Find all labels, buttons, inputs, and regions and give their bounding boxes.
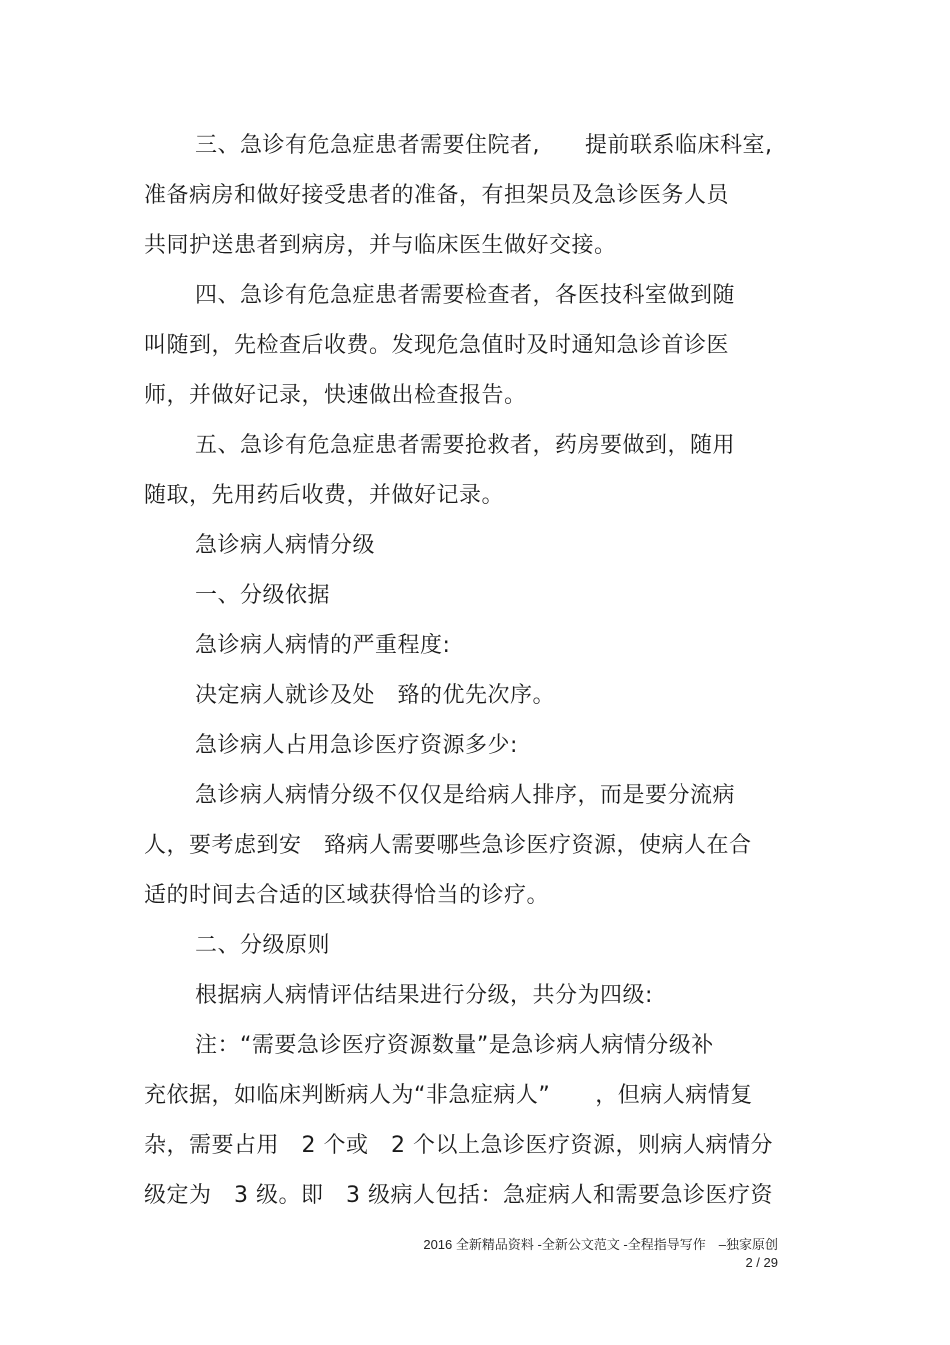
section-heading: 急诊病人病情分级 — [195, 533, 376, 558]
body-text-line: 四、急诊有危急症患者需要检查者，各医技科室做到随 — [195, 283, 736, 308]
body-text-line: 急诊病人占用急诊医疗资源多少: — [195, 733, 518, 758]
subsection-heading: 一、分级依据 — [195, 583, 331, 608]
footer-caption: 2016 全新精品资料 -全新公文范文 -全程指导写作 –独家原创 — [423, 1237, 778, 1252]
body-text-line: 三、急诊有危急症患者需要住院者, 提前联系临床科室, — [195, 133, 773, 158]
body-text-line: 适的时间去合适的区域获得恰当的诊疗。 — [144, 883, 550, 908]
body-text-line: 级定为 3 级。即 3 级病人包括：急症病人和需要急诊医疗资 — [144, 1183, 773, 1208]
page-number: 2 / 29 — [745, 1255, 778, 1270]
body-text-line: 共同护送患者到病房，并与临床医生做好交接。 — [144, 233, 617, 258]
subsection-heading: 二、分级原则 — [195, 933, 331, 958]
body-text-line: 充依据，如临床判断病人为“非急症病人” ，但病人病情复 — [144, 1083, 753, 1108]
body-text-line: 根据病人病情评估结果进行分级，共分为四级: — [195, 983, 653, 1008]
body-text-line: 急诊病人病情分级不仅仅是给病人排序，而是要分流病 — [195, 783, 736, 808]
body-text-line: 人，要考虑到安 臵病人需要哪些急诊医疗资源，使病人在合 — [144, 833, 752, 858]
body-text-line: 杂，需要占用 2 个或 2 个以上急诊医疗资源，则病人病情分 — [144, 1133, 773, 1158]
body-text-line: 随取，先用药后收费，并做好记录。 — [144, 483, 505, 508]
body-text-line: 准备病房和做好接受患者的准备，有担架员及急诊医务人员 — [144, 183, 730, 208]
body-text-line: 决定病人就诊及处 臵的优先次序。 — [195, 683, 556, 708]
body-text-line: 师，并做好记录，快速做出检查报告。 — [144, 383, 527, 408]
body-text-line: 五、急诊有危急症患者需要抢救者，药房要做到，随用 — [195, 433, 736, 458]
body-text-line: 注：“需要急诊医疗资源数量”是急诊病人病情分级补 — [195, 1033, 714, 1058]
body-text-line: 叫随到，先检查后收费。发现危急值时及时通知急诊首诊医 — [144, 333, 730, 358]
body-text-line: 急诊病人病情的严重程度: — [195, 633, 451, 658]
